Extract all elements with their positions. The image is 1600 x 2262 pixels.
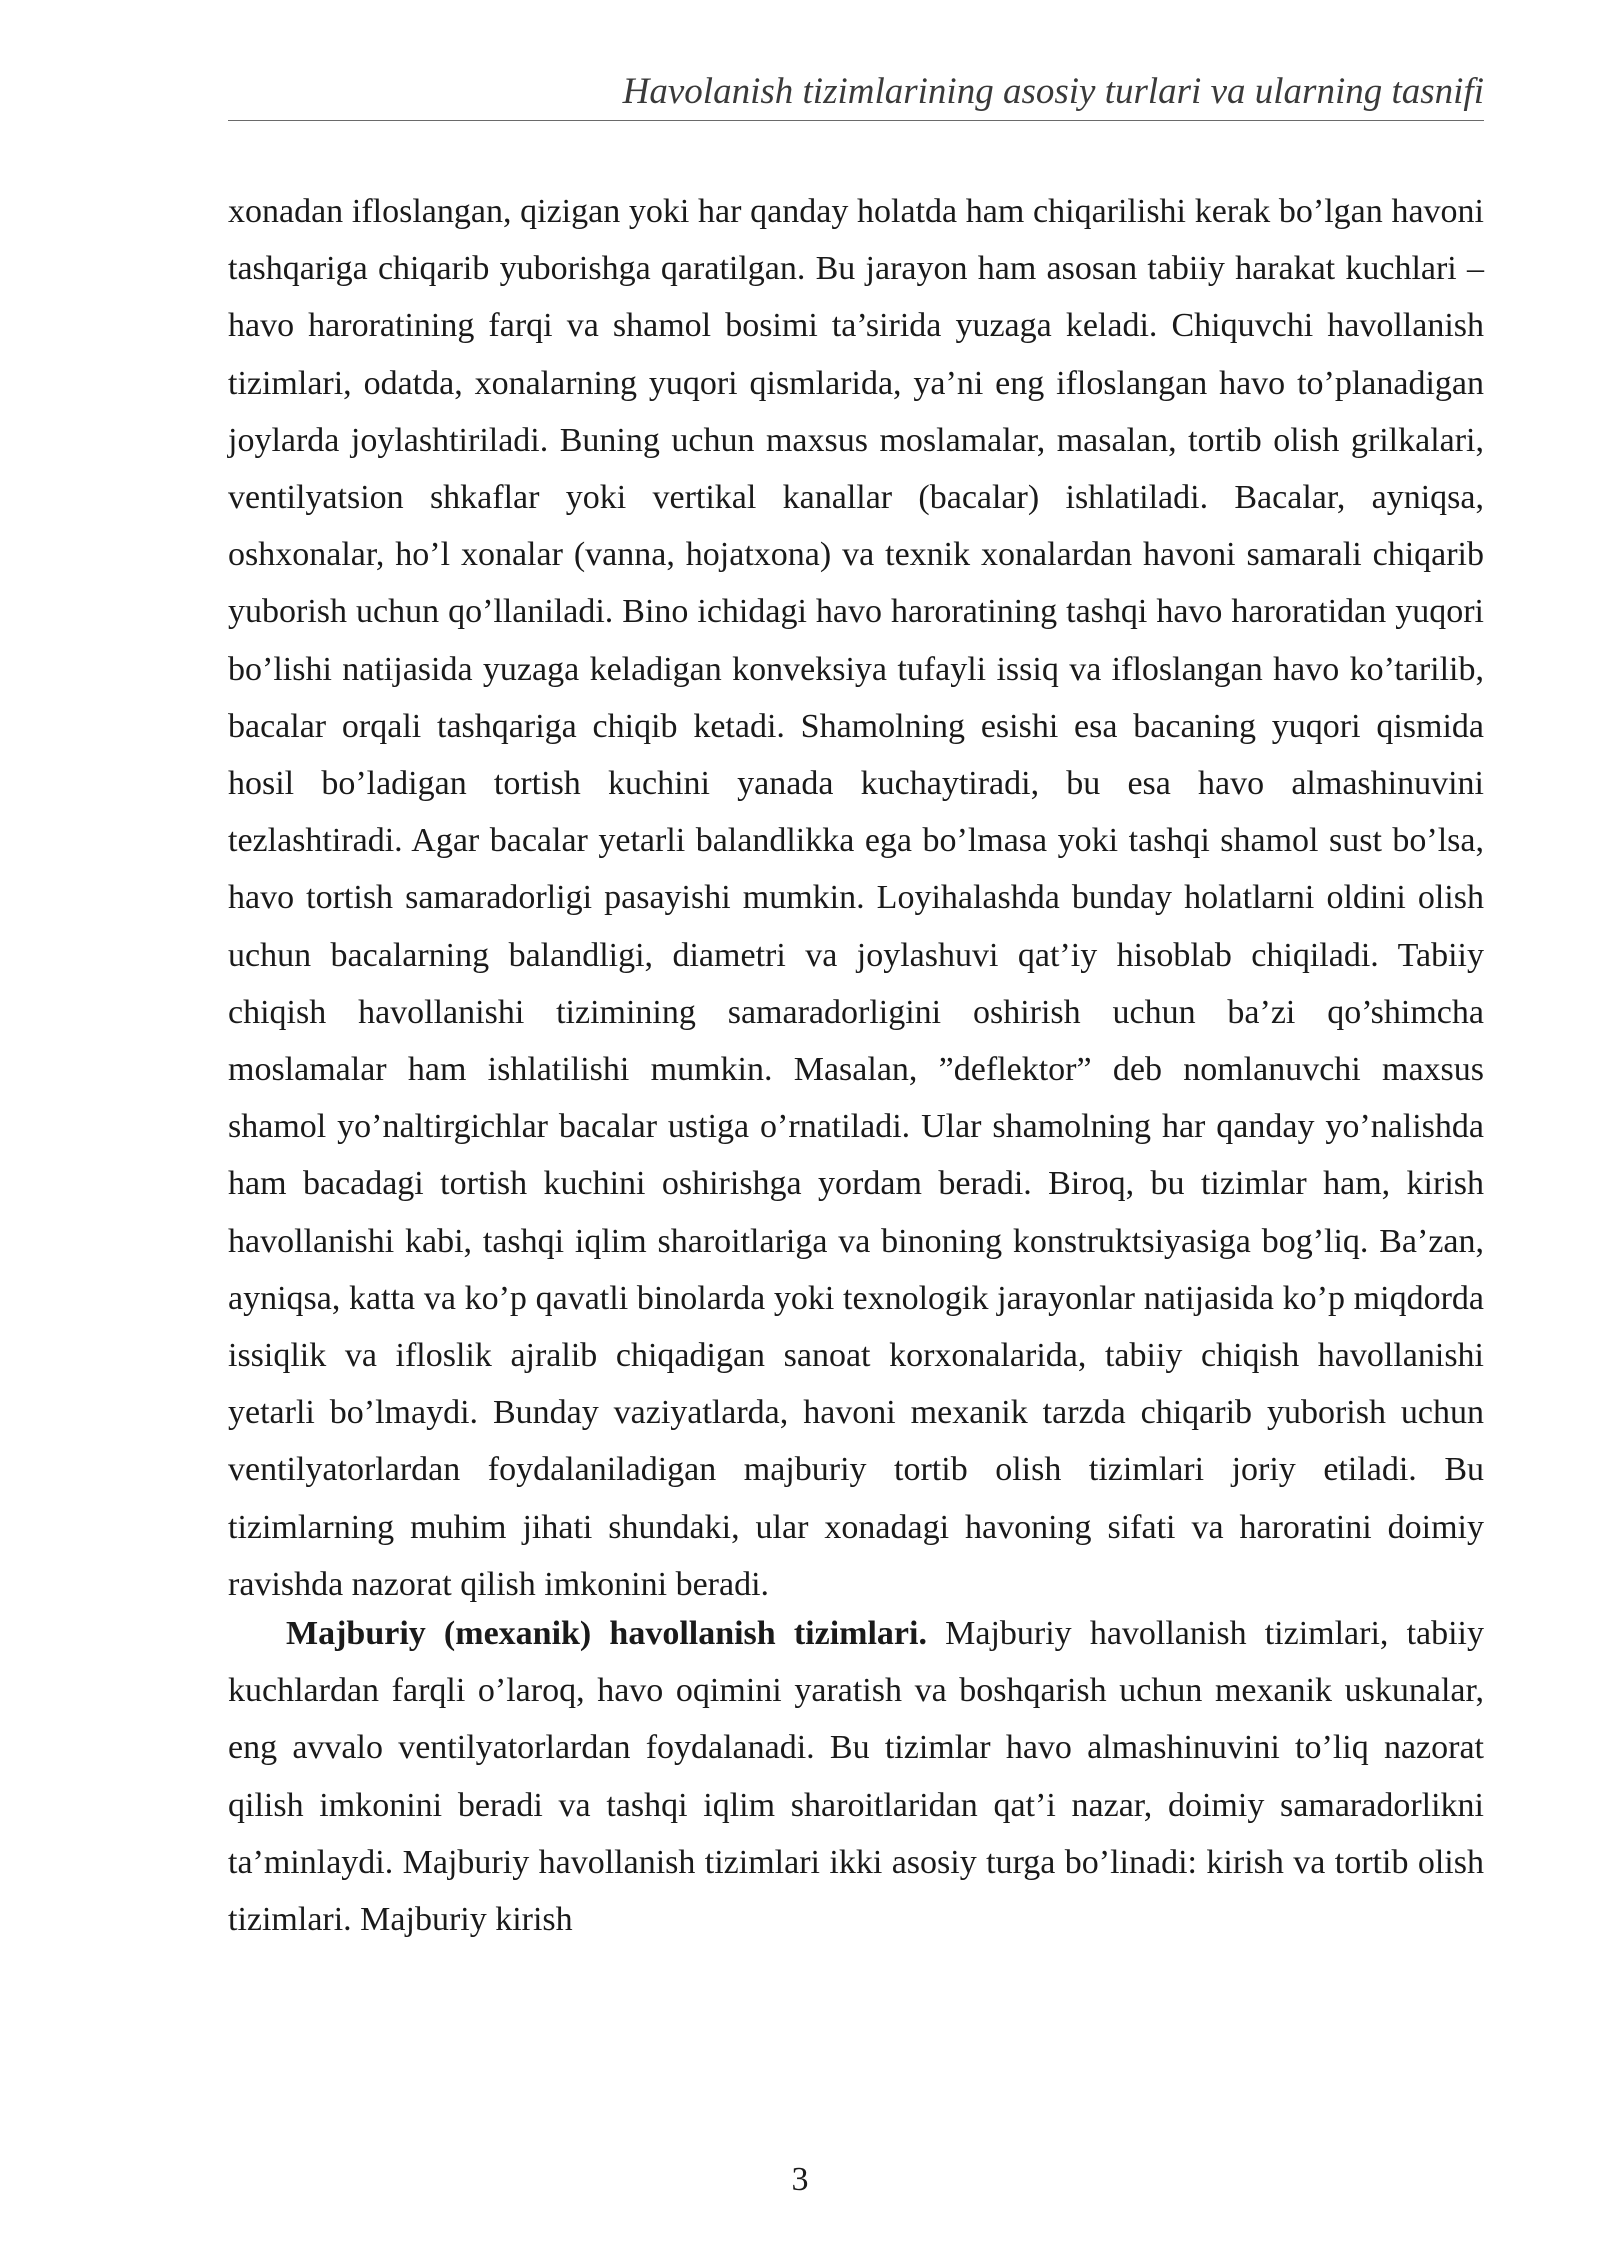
section-heading-mechanical-ventilation: Majburiy (mexanik) havollanish tizimlari.	[286, 1615, 927, 1653]
body-text	[228, 183, 1484, 1948]
paragraph-2	[228, 1605, 1484, 1948]
running-header-title: Havolanish tizimlarining asosiy turlari va ularning tasnifi	[622, 71, 1484, 112]
header-rule	[228, 120, 1484, 121]
paragraph-2-text: Majburiy havollanish tizimlari, tabiiy kuchlardan farqli o’laroq, havo oqimini yaratish va boshqarish uchun mexanik uskunalar, eng avvalo ventilyatorlardan foydalanadi. Bu tizimlar havo almashinuvini to’liq nazorat qilish imkonini beradi va tashqi iqlim sharoitlaridan qat’i nazar, doimiy samaradorlikni ta’minlaydi. Majburiy havollanish tizimlari ikki asosiy turga bo’linadi: kirish va tortib olish tizimlari. Majburiy kirish	[228, 1615, 1484, 1939]
paragraph-1: xonadan ifloslangan, qizigan yoki har qanday holatda ham chiqarilishi kerak bo’lgan havoni tashqariga chiqarib yuborishga qaratilgan. Bu jarayon ham asosan tabiiy harakat kuchlari – havo haroratining farqi va shamol bosimi ta’sirida yuzaga keladi. Chiquvchi havollanish tizimlari, odatda, xonalarning yuqori qismlarida, ya’ni eng ifloslangan havo to’planadigan joylarda joylashtiriladi. Buning uchun maxsus moslamalar, masalan, tortib olish grilkalari, ventilyatsion shkaflar yoki vertikal kanallar (bacalar) ishlatiladi. Bacalar, ayniqsa, oshxonalar, ho’l xonalar (vanna, hojatxona) va texnik xonalardan havoni samarali chiqarib yuborish uchun qo’llaniladi. Bino ichidagi havo haroratining tashqi havo haroratidan yuqori bo’lishi natijasida yuzaga keladigan konveksiya tufayli issiq va ifloslangan havo ko’tarilib, bacalar orqali tashqariga chiqib ketadi. Shamolning esishi esa bacaning yuqori qismida hosil bo’ladigan tortish kuchini yanada kuchaytiradi, bu esa havo almashinuvini tezlashtiradi. Agar bacalar yetarli balandlikka ega bo’lmasa yoki tashqi shamol sust bo’lsa, havo tortish samaradorligi pasayishi mumkin. Loyihalashda bunday holatlarni oldini olish uchun bacalarning balandligi, diametri va joylashuvi qat’iy hisoblab chiqiladi. Tabiiy chiqish havollanishi tizimining samaradorligini oshirish uchun ba’zi qo’shimcha moslamalar ham ishlatilishi mumkin. Masalan, ”deflektor” deb nomlanuvchi maxsus shamol yo’naltirgichlar bacalar ustiga o’rnatiladi. Ular shamolning har qanday yo’nalishda ham bacadagi tortish kuchini oshirishga yordam beradi. Biroq, bu tizimlar ham, kirish havollanishi kabi, tashqi iqlim sharoitlariga va binoning konstruktsiyasiga bog’liq. Ba’zan, ayniqsa, katta va ko’p qavatli binolarda yoki texnologik jarayonlar natijasida ko’p miqdorda issiqlik va ifloslik ajralib chiqadigan sanoat korxonalarida, tabiiy chiqish havollanishi yetarli bo’lmaydi. Bunday vaziyatlarda, havoni mexanik tarzda chiqarib yuborish uchun ventilyatorlardan foydalaniladigan majburiy tortib olish tizimlari joriy etiladi. Bu tizimlarning muhim jihati shundaki, ular xonadagi havoning sifati va haroratini doimiy ravishda nazorat qilish imkonini beradi.	[228, 193, 1484, 1603]
page-number: 3	[791, 2161, 809, 2198]
